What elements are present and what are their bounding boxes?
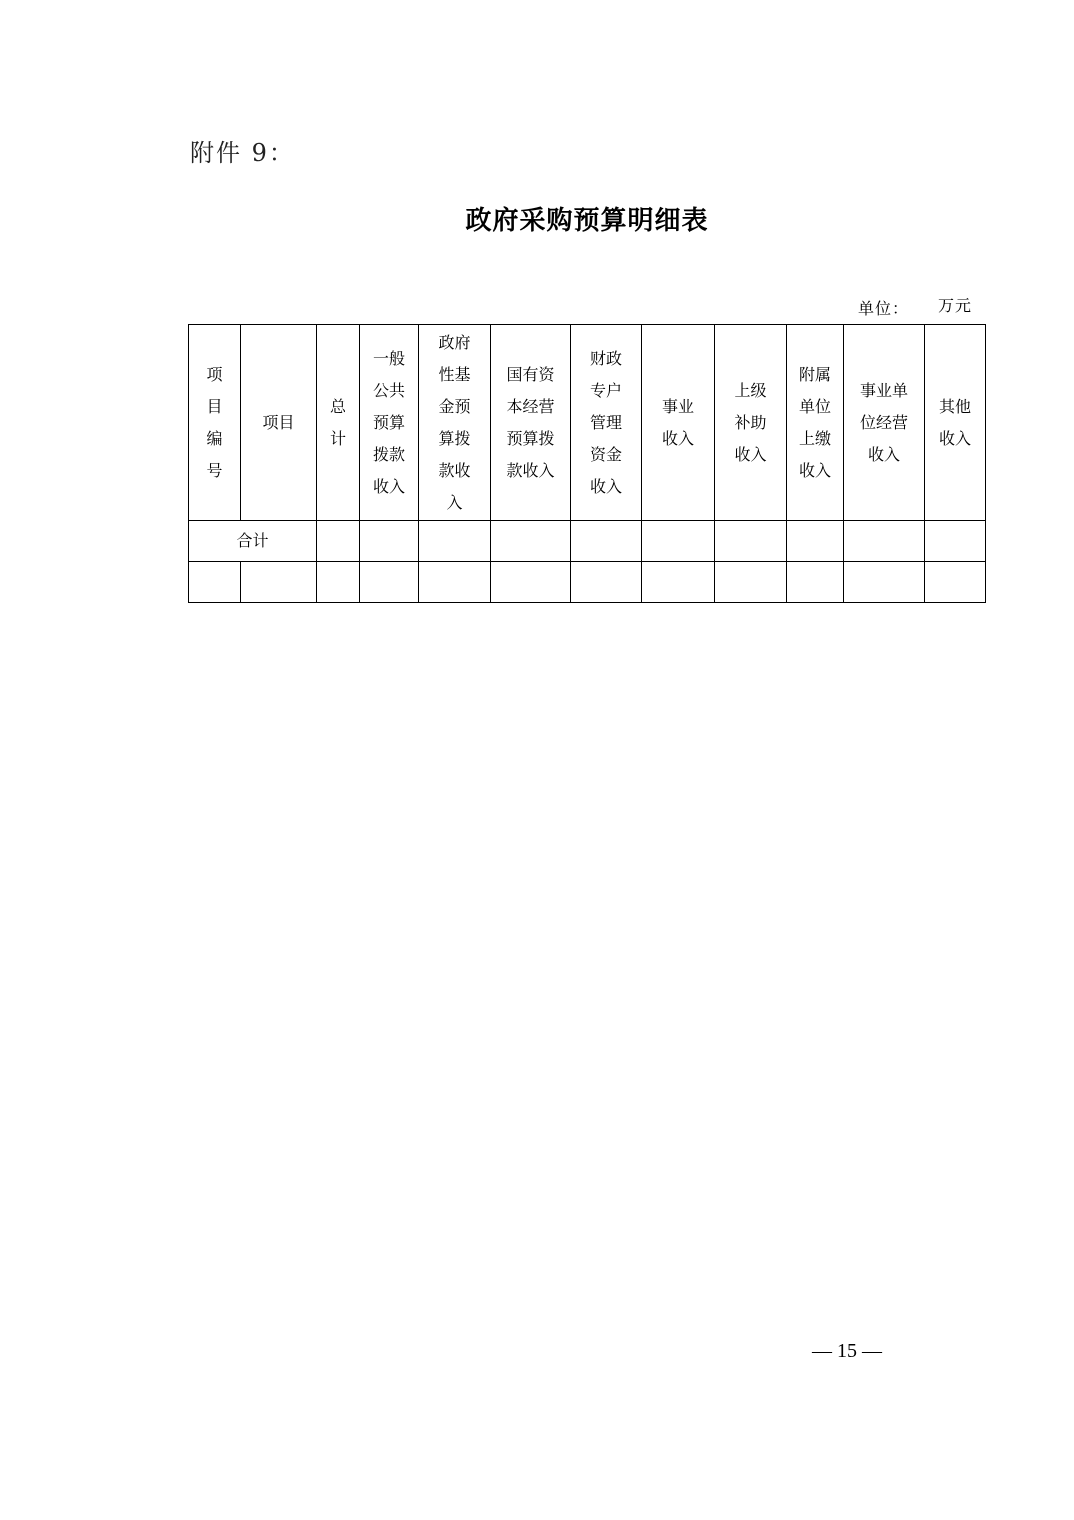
header-cell: 附属 单位 上缴 收入 <box>787 325 844 521</box>
table-row <box>189 562 986 603</box>
table-cell <box>491 521 571 562</box>
table-cell <box>571 562 642 603</box>
unit-label: 单位： <box>858 299 910 318</box>
header-cell: 事业单 位经营 收入 <box>844 325 925 521</box>
header-cell: 上级 补助 收入 <box>715 325 787 521</box>
table-cell <box>189 562 241 603</box>
header-cell: 政府 性基 金预 算拨 款收 入 <box>419 325 491 521</box>
total-label: 合计 <box>189 521 317 562</box>
table-cell <box>787 521 844 562</box>
table-cell <box>317 521 360 562</box>
table-cell <box>787 562 844 603</box>
unit-value: 万元 <box>938 296 973 315</box>
header-cell: 一般 公共 预算 拨款 收入 <box>360 325 419 521</box>
table-cell <box>360 562 419 603</box>
table-cell <box>642 521 715 562</box>
header-cell: 项目 <box>241 325 317 521</box>
table-cell <box>715 521 787 562</box>
header-cell: 财政 专户 管理 资金 收入 <box>571 325 642 521</box>
header-cell: 其他 收入 <box>925 325 986 521</box>
page-number: — 15 — <box>812 1340 882 1362</box>
table-cell <box>241 562 317 603</box>
table-cell <box>844 562 925 603</box>
table-cell <box>317 562 360 603</box>
table-cell <box>925 521 986 562</box>
table-cell <box>419 521 491 562</box>
table-cell <box>844 521 925 562</box>
table-cell <box>419 562 491 603</box>
table-total-row <box>189 521 986 562</box>
table-cell <box>491 562 571 603</box>
table-cell <box>571 521 642 562</box>
table-cell <box>925 562 986 603</box>
table-cell <box>642 562 715 603</box>
table-header-row <box>189 325 986 521</box>
header-cell: 事业 收入 <box>642 325 715 521</box>
header-cell: 总 计 <box>317 325 360 521</box>
table-cell <box>360 521 419 562</box>
header-cell: 国有资 本经营 预算拨 款收入 <box>491 325 571 521</box>
procurement-budget-table <box>188 324 986 603</box>
header-cell: 项 目 编 号 <box>189 325 241 521</box>
attachment-label: 附件 9： <box>190 139 295 167</box>
table-cell <box>715 562 787 603</box>
page-title: 政府采购预算明细表 <box>465 206 709 236</box>
